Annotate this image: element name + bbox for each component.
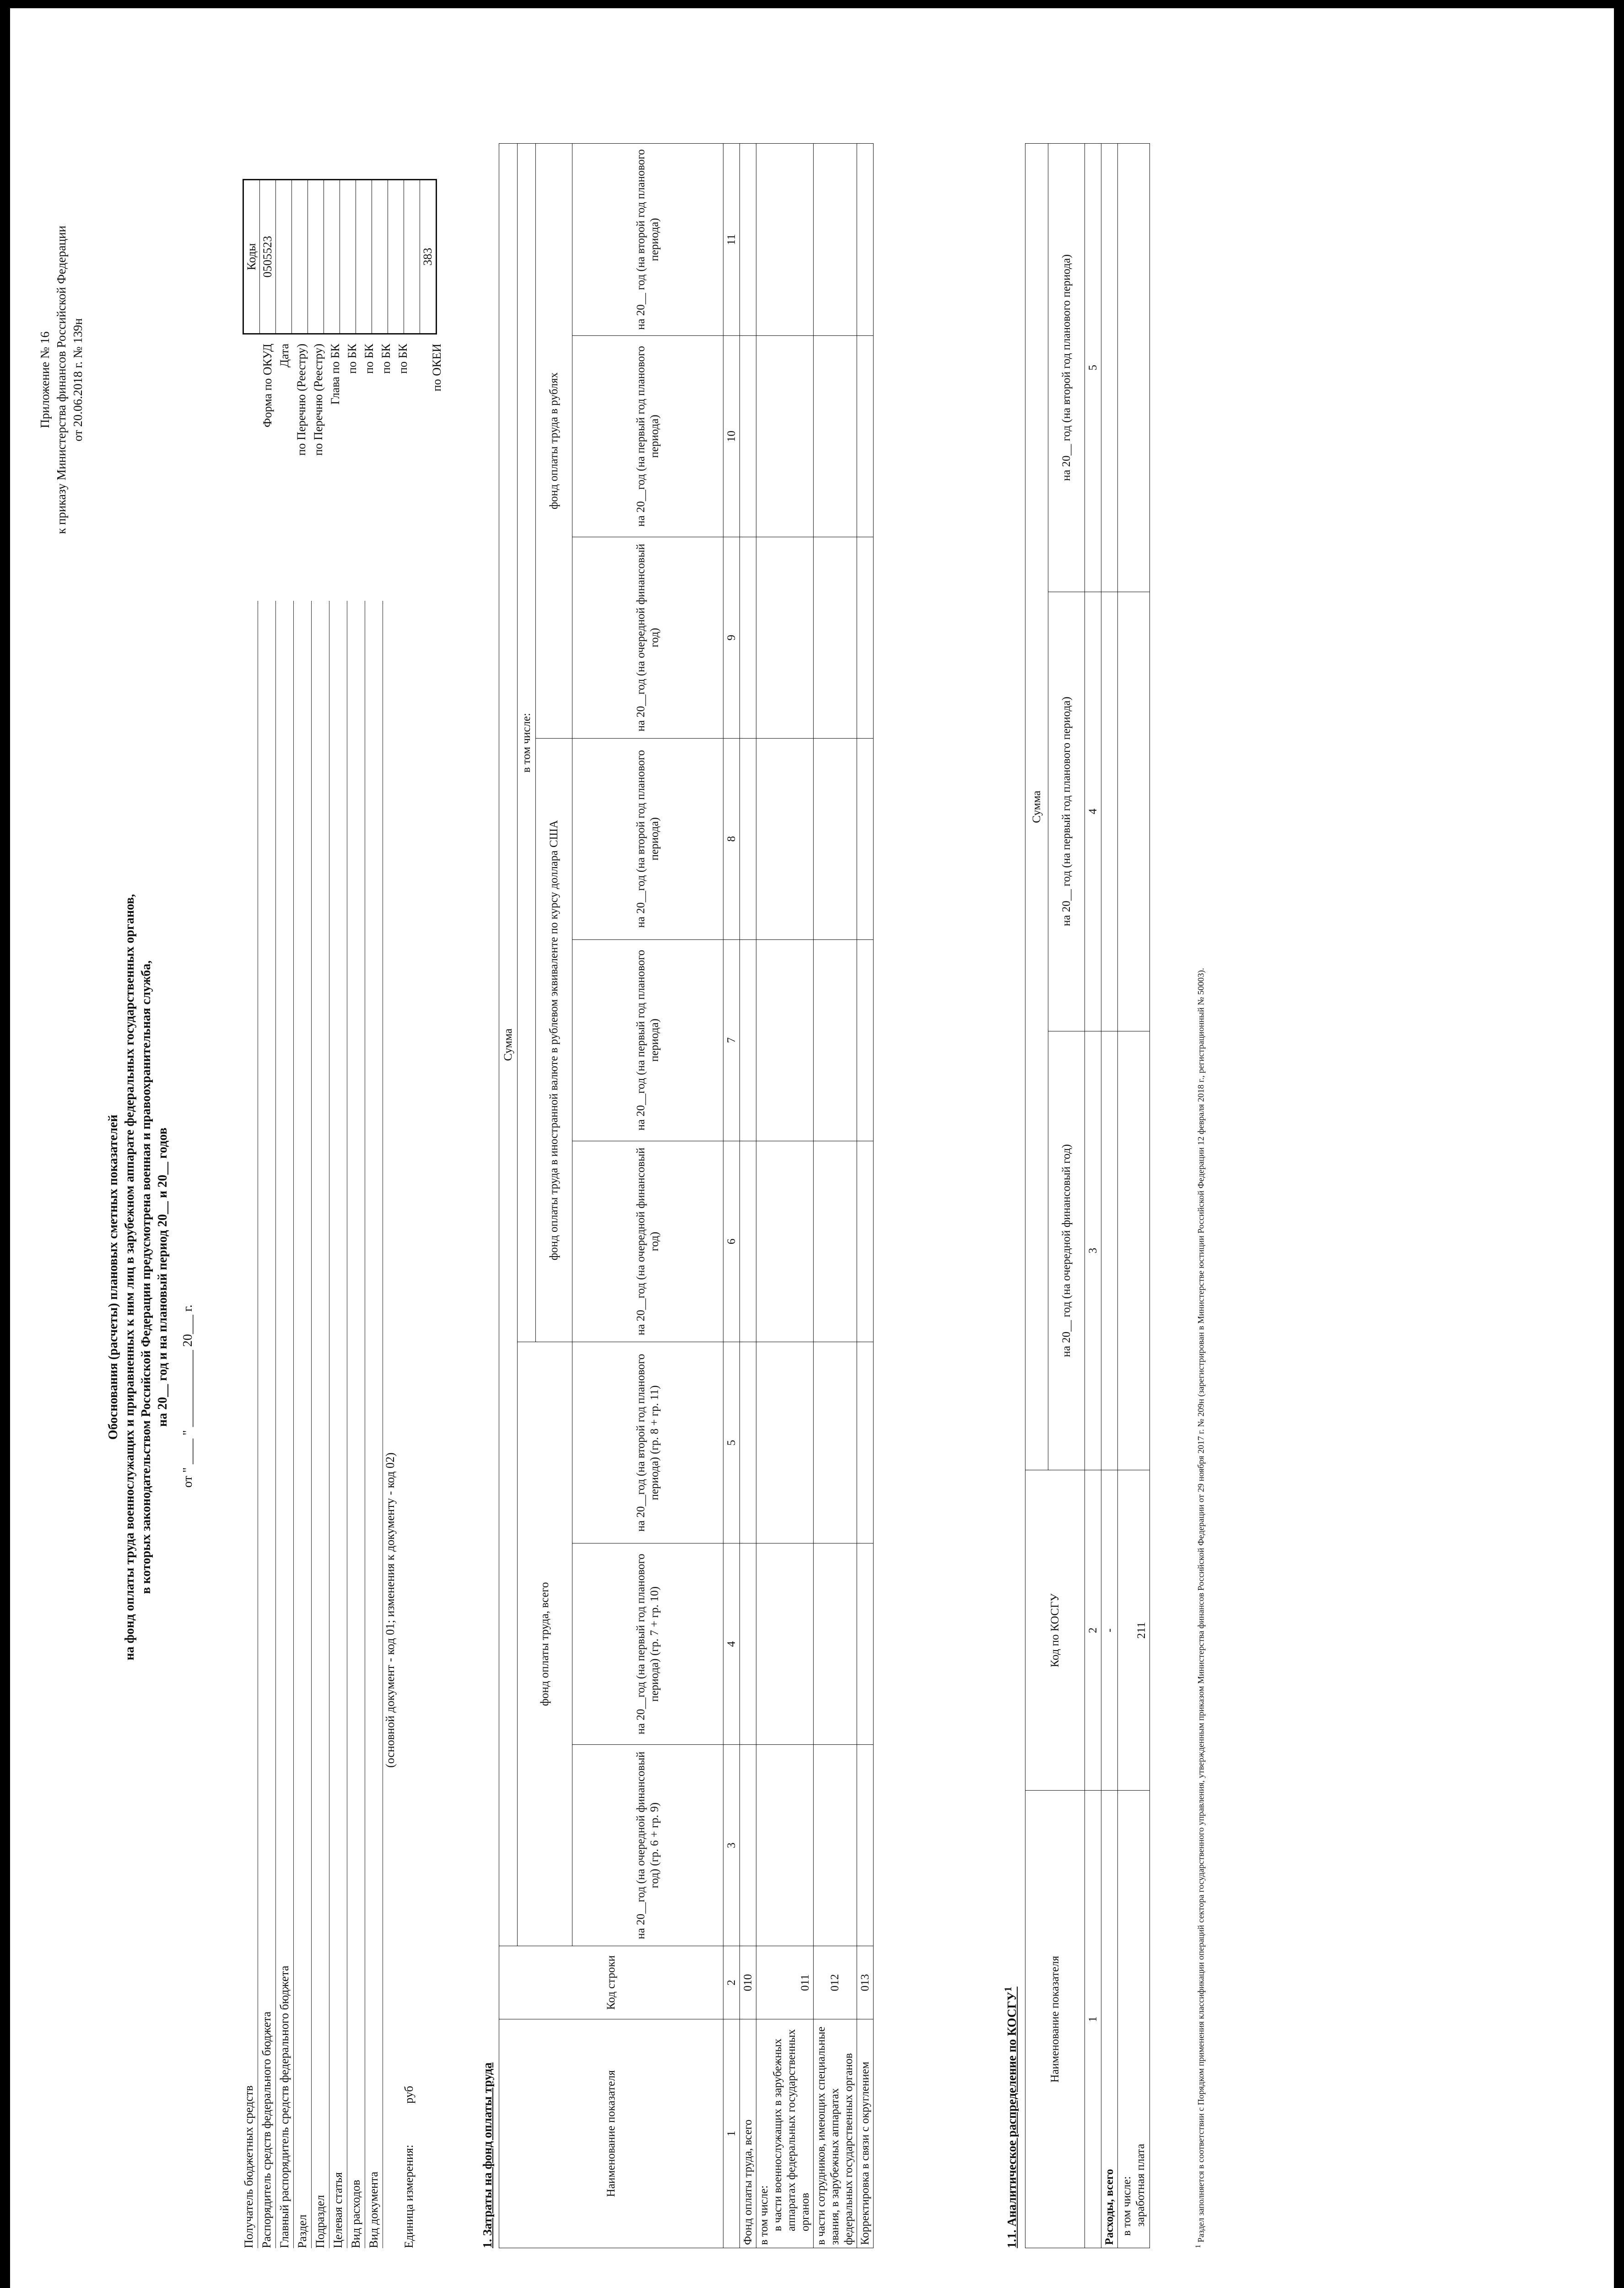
code-label-chapter: Глава по БК xyxy=(329,344,342,405)
table-row xyxy=(740,144,756,2248)
value-cell[interactable] xyxy=(756,336,814,537)
row-name: в том числе: заработная плата xyxy=(1118,1791,1150,2248)
col-header-name: Наименование показателя xyxy=(1025,1791,1085,2248)
value-cell[interactable] xyxy=(814,537,857,738)
codes-box xyxy=(243,179,437,335)
value-cell[interactable] xyxy=(1101,144,1118,592)
value-cell[interactable] xyxy=(857,144,874,336)
col-sub-5: на 20__год (на второй год планового периода) (гр. 8 + гр. 11) xyxy=(572,1342,723,1543)
value-cell[interactable] xyxy=(814,1543,857,1745)
col-number: 2 xyxy=(723,1946,740,2019)
value-cell[interactable] xyxy=(814,738,857,939)
code-value-bk-2[interactable] xyxy=(356,180,372,334)
value-cell[interactable] xyxy=(1118,592,1150,1031)
value-cell[interactable] xyxy=(814,1342,857,1543)
value-cell[interactable] xyxy=(756,738,814,939)
col-number: 3 xyxy=(1085,1031,1101,1470)
document-title xyxy=(105,723,171,1831)
col-sub-4: на 20__год (на первый год планового периода) (гр. 7 + гр. 10) xyxy=(572,1543,723,1745)
column-numbers-row xyxy=(1085,144,1101,2248)
code-label-bk-3: по БК xyxy=(379,344,393,374)
value-cell[interactable] xyxy=(1118,1031,1150,1470)
col-number: 5 xyxy=(1085,144,1101,592)
col-number: 1 xyxy=(1085,1791,1101,2248)
value-cell[interactable] xyxy=(857,1141,874,1342)
row-code: 012 xyxy=(814,1946,857,2019)
table-row xyxy=(1118,144,1150,2248)
col-header-code: Код строки xyxy=(499,1946,723,2019)
col-number: 9 xyxy=(723,537,740,738)
code-value-empty[interactable] xyxy=(404,180,420,334)
section-2-title: 1.1. Аналитическое распределение по КОСГУ$^1$ xyxy=(1002,1986,1019,2248)
table-row xyxy=(1101,144,1118,2248)
value-cell[interactable] xyxy=(756,537,814,738)
title-line-4: на 20__ год и на плановый период 20__ и 20__ годов xyxy=(156,1128,170,1427)
value-cell[interactable] xyxy=(756,1141,814,1342)
value-cell[interactable] xyxy=(857,1745,874,1946)
value-cell[interactable] xyxy=(740,939,756,1141)
value-cell[interactable] xyxy=(814,1141,857,1342)
col-sub-6: на 20__год (на очередной финансовый год) xyxy=(572,1141,723,1342)
header-fields xyxy=(240,601,418,2248)
value-cell[interactable] xyxy=(814,939,857,1141)
code-label-empty xyxy=(411,344,428,582)
field-expense-type[interactable]: Вид расходов xyxy=(347,601,365,2248)
value-cell[interactable] xyxy=(740,738,756,939)
code-label-bk-1: по БК xyxy=(345,344,359,374)
field-subsection[interactable]: Подраздел xyxy=(312,601,329,2248)
value-cell[interactable] xyxy=(756,1745,814,1946)
code-value-okei[interactable]: 383 xyxy=(420,180,437,334)
col-number: 1 xyxy=(723,2019,740,2248)
section-1-title: 1. Затраты на фонд оплаты труда xyxy=(480,2062,494,2248)
scan-border-right xyxy=(0,0,1624,8)
code-label-registry-2: по Перечню (Реестру) xyxy=(312,344,325,456)
appendix-reference xyxy=(37,174,86,586)
col-header-fot-total: фонд оплаты труда, всего xyxy=(518,1342,572,1946)
row-code: 010 xyxy=(740,1946,756,2019)
value-cell[interactable] xyxy=(740,1745,756,1946)
col-header-sum: Сумма xyxy=(1025,144,1048,1470)
code-label-okei: по ОКЕИ xyxy=(430,344,443,392)
code-label-registry-1: по Перечню (Реестру) xyxy=(295,344,308,456)
col-number: 11 xyxy=(723,144,740,336)
codes-labels xyxy=(259,344,445,582)
value-cell[interactable] xyxy=(740,1342,756,1543)
column-numbers-row xyxy=(723,144,740,2248)
value-cell[interactable] xyxy=(857,1342,874,1543)
col-number: 10 xyxy=(723,336,740,537)
codes-header: Коды xyxy=(243,180,260,334)
value-cell[interactable] xyxy=(756,939,814,1141)
code-label-date: Дата xyxy=(278,344,291,367)
col-number: 4 xyxy=(723,1543,740,1745)
value-cell[interactable] xyxy=(740,336,756,537)
value-cell[interactable] xyxy=(740,144,756,336)
appendix-line-2: к приказу Министерства финансов Российской Федерации xyxy=(54,226,68,534)
footnote-mark: 1 xyxy=(1002,1986,1014,1992)
scan-border-bottom xyxy=(1614,0,1624,2288)
value-cell[interactable] xyxy=(857,1543,874,1745)
col-number: 5 xyxy=(723,1342,740,1543)
col-number: 3 xyxy=(723,1745,740,1946)
title-line-3: в которых законодательством Российской Федерации предусмотрена военная и правоохранительная служба, xyxy=(139,960,153,1594)
value-cell[interactable] xyxy=(740,1543,756,1745)
footnote xyxy=(1194,738,1206,2248)
code-value-registry-2[interactable] xyxy=(308,180,324,334)
field-main-distributor[interactable]: Главный распорядитель средств федерального бюджета xyxy=(276,601,294,2248)
value-cell[interactable] xyxy=(740,537,756,738)
field-section[interactable]: Раздел xyxy=(294,601,312,2248)
code-label-bk-4: по БК xyxy=(396,344,410,374)
code-value-okud[interactable]: 0505523 xyxy=(260,180,276,334)
col-header-code: Код по КОСГУ xyxy=(1025,1470,1085,1791)
col-number: 7 xyxy=(723,939,740,1141)
section-2-table xyxy=(1025,143,1150,2248)
col-sub-11: на 20__ год (на второй год планового периода) xyxy=(572,144,723,336)
value-cell[interactable] xyxy=(756,1543,814,1745)
col-header-sum: Сумма xyxy=(499,144,518,1946)
field-document-type[interactable]: Вид документа xyxy=(365,601,383,2248)
row-code: 013 xyxy=(857,1946,874,2019)
row-name: Корректировка в связи с округлением xyxy=(857,2019,874,2248)
row-name: Фонд оплаты труда, всего xyxy=(740,2019,756,2248)
col-sub-8: на 20__год (на второй год планового периода) xyxy=(572,738,723,939)
unit-value: руб xyxy=(402,2086,415,2104)
value-cell[interactable] xyxy=(1118,144,1150,592)
col-header-incl: в том числе: xyxy=(518,144,536,1342)
col-header-name: Наименование показателя xyxy=(499,2019,723,2248)
col-header-fot-rub: фонд оплаты труда в рублях xyxy=(536,144,572,739)
code-value-registry-1[interactable] xyxy=(292,180,308,334)
table-row xyxy=(814,144,857,2248)
col-sub-3: на 20__год (на очередной финансовый год) (гр. 6 + гр. 9) xyxy=(572,1745,723,1946)
col-sub-9: на 20__год (на очередной финансовый год) xyxy=(572,537,723,738)
value-cell[interactable] xyxy=(814,1745,857,1946)
row-code: 211 xyxy=(1118,1470,1150,1791)
value-cell[interactable] xyxy=(756,1342,814,1543)
col-sub-10: на 20__год (на первый год планового периода) xyxy=(572,336,723,537)
footnote-number: 1 xyxy=(1194,2245,1202,2248)
field-unit: Единица измерения: руб xyxy=(400,601,418,2248)
col-sub-7: на 20__год (на первый год планового периода) xyxy=(572,939,723,1141)
value-cell[interactable] xyxy=(1101,1031,1118,1470)
code-label-okud: Форма по ОКУД xyxy=(261,344,274,427)
value-cell[interactable] xyxy=(756,144,814,336)
col-number: 8 xyxy=(723,738,740,939)
scan-border-top xyxy=(0,0,10,2288)
code-value-chapter[interactable] xyxy=(324,180,340,334)
value-cell[interactable] xyxy=(1101,592,1118,1031)
value-cell[interactable] xyxy=(857,537,874,738)
row-name: в том числе: в части военнослужащих в зарубежных аппаратах федеральных государственных органов xyxy=(756,2019,814,2248)
field-target-article[interactable]: Целевая статья xyxy=(329,601,347,2248)
document-date: от " ____ " ____________ 20___ г. xyxy=(181,1304,195,1488)
value-cell[interactable] xyxy=(857,738,874,939)
col-sub-3: на 20__ год (на очередной финансовый год) xyxy=(1048,1031,1085,1470)
field-recipient[interactable]: Получатель бюджетных средств xyxy=(240,601,258,2248)
code-value-bk-4[interactable] xyxy=(388,180,404,334)
value-cell[interactable] xyxy=(814,336,857,537)
row-code: 011 xyxy=(756,1946,814,2019)
table-row xyxy=(756,144,814,2248)
code-label-bk-2: по БК xyxy=(362,344,376,374)
value-cell[interactable] xyxy=(857,939,874,1141)
appendix-line-1: Приложение № 16 xyxy=(38,331,52,428)
col-sub-5: на 20__ год (на второй год планового периода) xyxy=(1048,144,1085,592)
col-sub-4: на 20__ год (на первый год планового периода) xyxy=(1048,592,1085,1031)
row-code: - xyxy=(1101,1470,1118,1791)
section-1-table xyxy=(499,143,874,2248)
row-name: Расходы, всего xyxy=(1101,1791,1118,2248)
title-line-1: Обоснования (расчеты) плановых сметных показателей xyxy=(106,1114,120,1440)
value-cell[interactable] xyxy=(814,144,857,336)
field-distributor[interactable]: Распорядитель средств федерального бюджета xyxy=(258,601,276,2248)
footnote-text: Раздел заполняется в соответствии с Порядком применения классификации операций сектора государственного управления, утвержденным приказом Министерства финансов Российской Федерации от 29 ноября 2017 г. № 209н (зарегистрирован в Министерстве юстиции Российской Федерации 12 февраля 2018 г., регистрационный № 50003). xyxy=(1196,968,1206,2243)
document-type-note: (основной документ - код 01; изменения к документу - код 02) xyxy=(383,1452,397,1768)
row-name: в части сотрудников, имеющих специальные звания, в зарубежных аппаратах федеральных государственных органов xyxy=(814,2019,857,2248)
col-header-fot-fx: фонд оплаты труда в иностранной валюте в рублевом эквиваленте по курсу доллара США xyxy=(536,738,572,1342)
code-value-bk-3[interactable] xyxy=(372,180,388,334)
col-number: 2 xyxy=(1085,1470,1101,1791)
col-number: 4 xyxy=(1085,592,1101,1031)
appendix-line-3: от 20.06.2018 г. № 139н xyxy=(71,318,85,442)
title-line-2: на фонд оплаты труда военнослужащих и приравненных к ним лиц в зарубежном аппарате федеральных государственных органов, xyxy=(123,894,137,1661)
code-value-bk-1[interactable] xyxy=(340,180,356,334)
code-value-date[interactable] xyxy=(276,180,292,334)
value-cell[interactable] xyxy=(740,1141,756,1342)
table-row xyxy=(857,144,874,2248)
value-cell[interactable] xyxy=(857,336,874,537)
col-number: 6 xyxy=(723,1141,740,1342)
